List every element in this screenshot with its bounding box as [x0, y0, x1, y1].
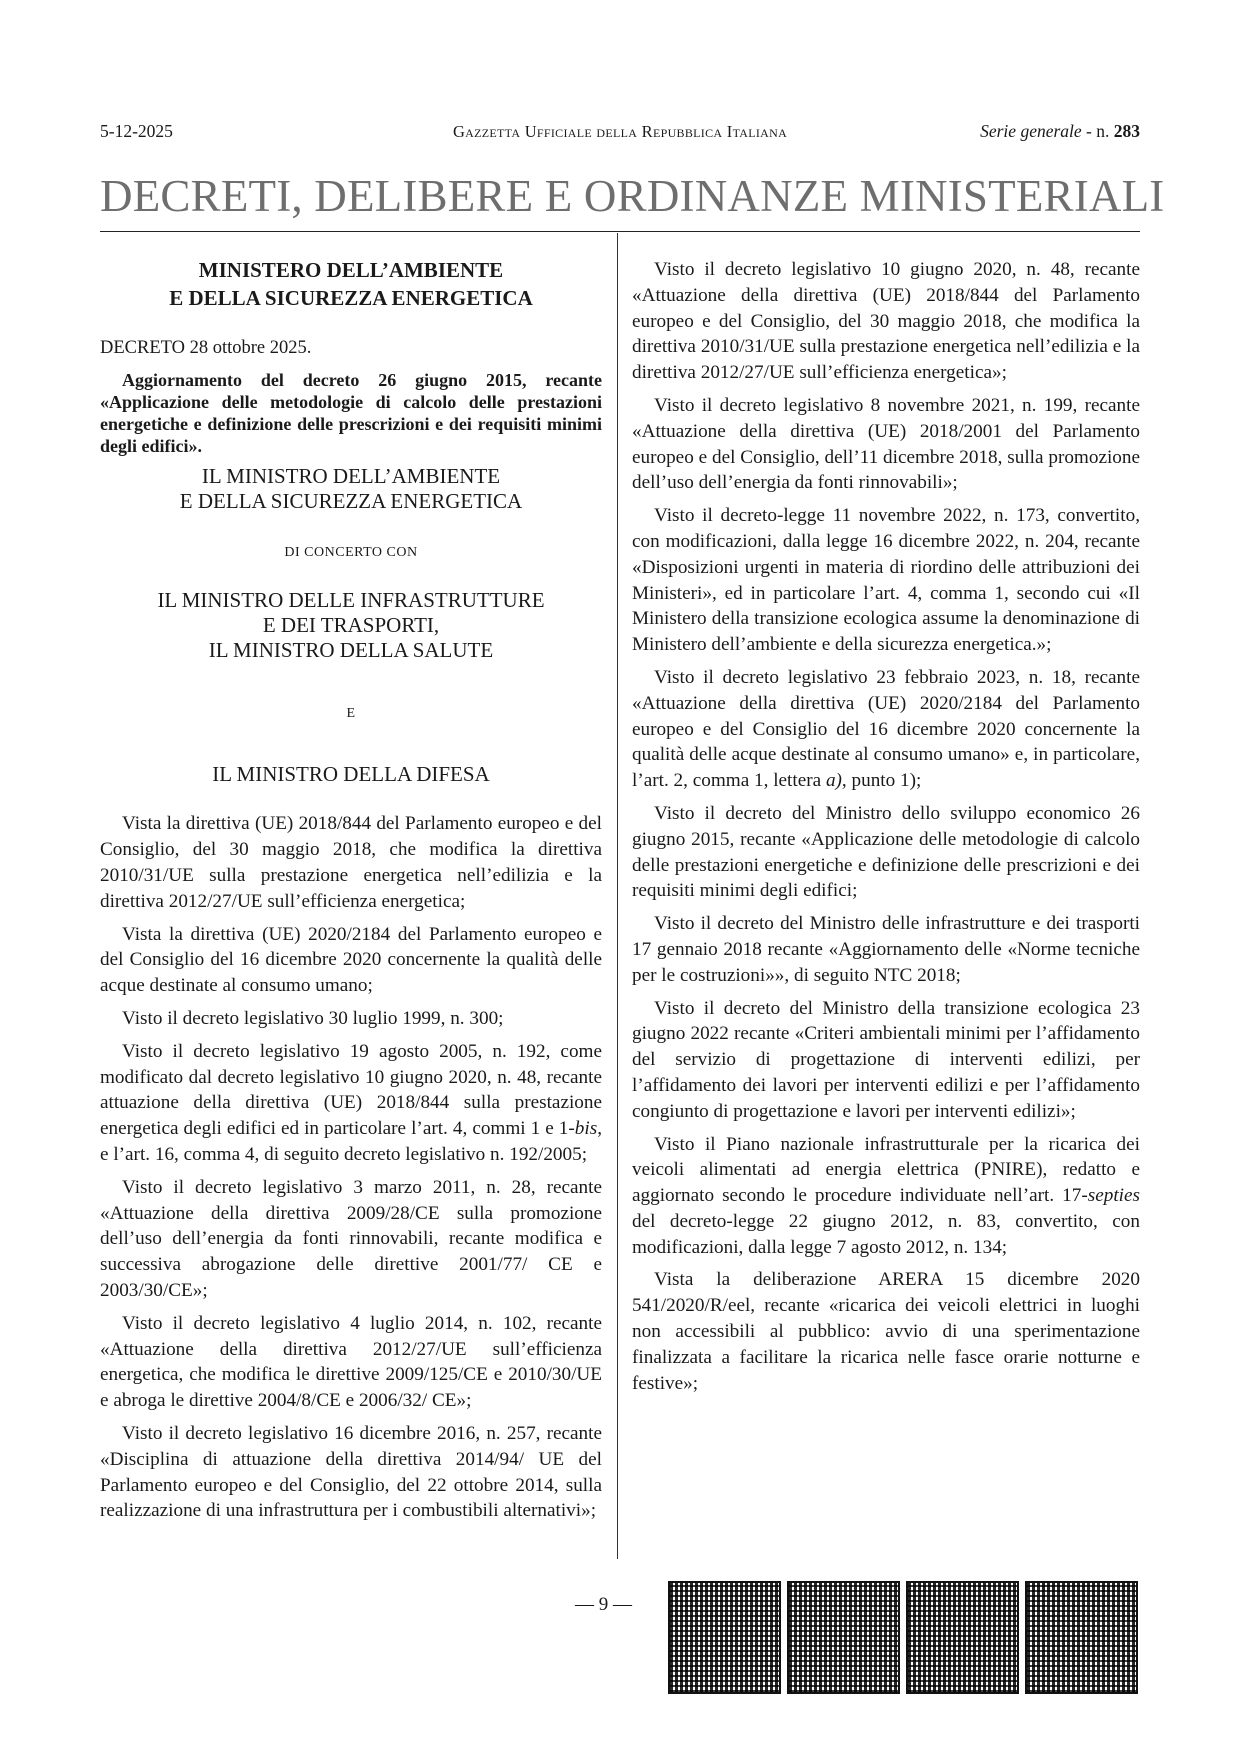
recital-left-6: Visto il decreto legislativo 4 luglio 2014, n. 102, recante «Attuazione della direttiva 2012/27/UE sull’efficienza energetica, che modifica le direttive 2009/125/CE e 2010/30/UE e abroga le direttive 2004/8/CE e 2006/32/ CE»; — [100, 1312, 602, 1412]
issue-date: 5-12-2025 — [100, 121, 173, 141]
recital-right-3: Visto il decreto-legge 11 novembre 2022, n. 173, convertito, con modificazioni, dalla legge 16 dicembre 2022, n. 204, recante «Disposizioni urgenti in materia di riordino delle attribuzioni dei Ministeri», ed in particolare l’art. 4, comma 1, secondo cui «Il Ministero della transizione ecologica assume la denominazione di Ministero dell’ambiente e della sicurezza energetica.»; — [632, 505, 1140, 656]
recital-left-4-text-a: Visto il decreto legislativo 19 agosto 2005, n. 192, come modificato dal decreto legislativo 10 giugno 2020, n. 48, recante attuazione della direttiva (UE) 2018/844 sulla prestazione energetica degli edifici ed in particolare l’art. 4, commi 1 e 1- — [100, 1040, 602, 1140]
minister-2-line-2: E DEI TRASPORTI, — [262, 612, 440, 637]
recital-left-5: Visto il decreto legislativo 3 marzo 2011, n. 28, recante «Attuazione della direttiva 2009/28/CE sulla promozione dell’uso dell’energia da fonti rinnovabili, recante modifica e successiva abrogazione delle direttive 2001/77/ CE e 2003/30/CE»; — [100, 1176, 602, 1301]
recital-right-9: Vista la deliberazione ARERA 15 dicembre 2020 541/2020/R/eel, recante «ricarica dei veicoli elettrici in luoghi non accessibili al pubblico: avvio di una sperimentazione finalizzata a facilitare la ricarica nelle fasce orarie notturne e festive»; — [632, 1269, 1140, 1394]
security-code-2 — [787, 1581, 900, 1694]
recital-left-4-text-b: , e l’art. 16, comma 4, di seguito decreto legislativo n. 192/2005; — [100, 1118, 602, 1165]
column-divider — [617, 233, 618, 1559]
minister-2-line-1: IL MINISTRO DELLE INFRASTRUTTURE — [157, 587, 545, 612]
decree-date: DECRETO 28 ottobre 2025. — [100, 338, 312, 358]
page-number: — 9 — — [575, 1594, 632, 1615]
recital-left-7: Visto il decreto legislativo 16 dicembre 2016, n. 257, recante «Disciplina di attuazione della direttiva 2014/94/ UE del Parlamento europeo e del Consiglio, del 22 ottobre 2014, sulla realizzazione di una infrastruttura per i combustibili alternativi»; — [100, 1422, 602, 1522]
recital-left-4-italic: bis — [574, 1118, 598, 1140]
decree-subject: Aggiornamento del decreto 26 giugno 2015, recante «Applicazione delle metodologie di calcolo delle prestazioni energetiche e definizione delle prescrizioni e dei requisiti minimi degli edifici». — [100, 369, 602, 456]
ministry-heading — [100, 256, 602, 312]
minister-1-line-2: E DELLA SICUREZZA ENERGETICA — [179, 488, 523, 513]
recital-right-4-text-b: , punto 1); — [841, 770, 922, 792]
recital-right-5: Visto il decreto del Ministro dello sviluppo economico 26 giugno 2015, recante «Applicazione delle metodologie di calcolo delle prestazioni energetiche e definizione delle prescrizioni e dei requisiti minimi degli edifici; — [632, 802, 1140, 902]
minister-1 — [100, 464, 602, 514]
recital-right-6: Visto il decreto del Ministro delle infrastrutture e dei trasporti 17 gennaio 2018 recante «Aggiornamento delle «Norme tecniche per le costruzioni»», di seguito NTC 2018; — [632, 913, 1140, 986]
recital-left-1: Vista la direttiva (UE) 2018/844 del Parlamento europeo e del Consiglio, del 30 maggio 2018, che modifica la direttiva 2010/31/UE sulla prestazione energetica nell’edilizia e la direttiva 2012/27/UE sull’efficienza energetica; — [100, 813, 602, 912]
recital-left-3: Visto il decreto legislativo 30 luglio 1999, n. 300; — [122, 1007, 504, 1029]
recital-right-8-text-a: Visto il Piano nazionale infrastrutturale per la ricarica dei veicoli alimentati ad energia elettrica (PNIRE), redatto e aggiornato secondo le procedure individuate nell’art. 17- — [632, 1133, 1140, 1207]
minister-3: IL MINISTRO DELLA DIFESA — [212, 762, 490, 787]
issue-number: 283 — [1113, 121, 1140, 141]
security-code-3 — [906, 1581, 1019, 1694]
ministry-line-1: MINISTERO DELL’AMBIENTE — [198, 258, 504, 282]
recital-left-2: Vista la direttiva (UE) 2020/2184 del Parlamento europeo e del Consiglio del 16 dicembre 2020 concernente la qualità delle acque destinate al consumo umano; — [100, 923, 602, 997]
recital-right-1: Visto il decreto legislativo 10 giugno 2020, n. 48, recante «Attuazione della direttiva (UE) 2018/844 del Parlamento europeo e del Consiglio, del 30 maggio 2018, che modifica la direttiva 2010/31/UE sulla prestazione energetica nell’edilizia e la direttiva 2012/27/UE sull’efficienza energetica»; — [632, 259, 1140, 384]
recital-right-4-italic: a) — [825, 770, 842, 792]
recital-right-7: Visto il decreto del Ministro della transizione ecologica 23 giugno 2022 recante «Criteri ambientali minimi per l’affidamento del servizio di progettazione di interventi edilizi, per l’affidamento dei lavori per interventi edilizi e per l’affidamento congiunto di progettazione e lavori per interventi edilizi»; — [632, 997, 1140, 1122]
gazette-title: Gazzetta Ufficiale della Repubblica Italiana — [452, 122, 788, 141]
page-header — [100, 121, 1140, 145]
recital-right-4-text-a: Visto il decreto legislativo 23 febbraio 2023, n. 18, recante «Attuazione della direttiva (UE) 2020/2184 del Parlamento europeo e del Consiglio del 16 dicembre 2020 concernente la qualità delle acque destinate al consumo umano» e, in particolare, l’art. 2, comma 1, lettera — [632, 666, 1140, 792]
minister-1-line-1: IL MINISTRO DELL’AMBIENTE — [201, 463, 501, 488]
conjunction-e: E — [346, 705, 356, 721]
security-code-4 — [1025, 1581, 1138, 1694]
recital-right-8 — [632, 1132, 1140, 1261]
serie-number — [980, 121, 1140, 142]
recital-right-8-text-b: del decreto-legge 22 giugno 2012, n. 83, convertito, con modificazioni, dalla legge 7 agosto 2012, n. 134; — [632, 1210, 1140, 1258]
serie-separator: - n. — [1081, 121, 1114, 141]
serie-label: Serie generale — [980, 121, 1082, 141]
right-column — [632, 257, 1140, 1403]
recital-right-2: Visto il decreto legislativo 8 novembre 2021, n. 199, recante «Attuazione della direttiva (UE) 2018/2001 del Parlamento europeo e del Consiglio, dell’11 dicembre 2018, sulla promozione dell’uso dell’energia da fonti rinnovabili»; — [632, 394, 1140, 494]
recital-right-8-italic: septies — [1087, 1185, 1140, 1207]
left-column — [100, 256, 602, 1531]
recital-right-4 — [632, 665, 1140, 794]
concerto-label: DI CONCERTO CON — [284, 544, 418, 560]
recital-left-4 — [100, 1039, 602, 1168]
header-rule — [100, 231, 1140, 232]
section-title: DECRETI, DELIBERE E ORDINANZE MINISTERIALI — [100, 171, 1165, 221]
ministry-line-2: E DELLA SICUREZZA ENERGETICA — [169, 286, 533, 310]
security-code-1 — [668, 1581, 781, 1694]
minister-2-line-3: IL MINISTRO DELLA SALUTE — [208, 637, 494, 662]
minister-2 — [100, 588, 602, 663]
